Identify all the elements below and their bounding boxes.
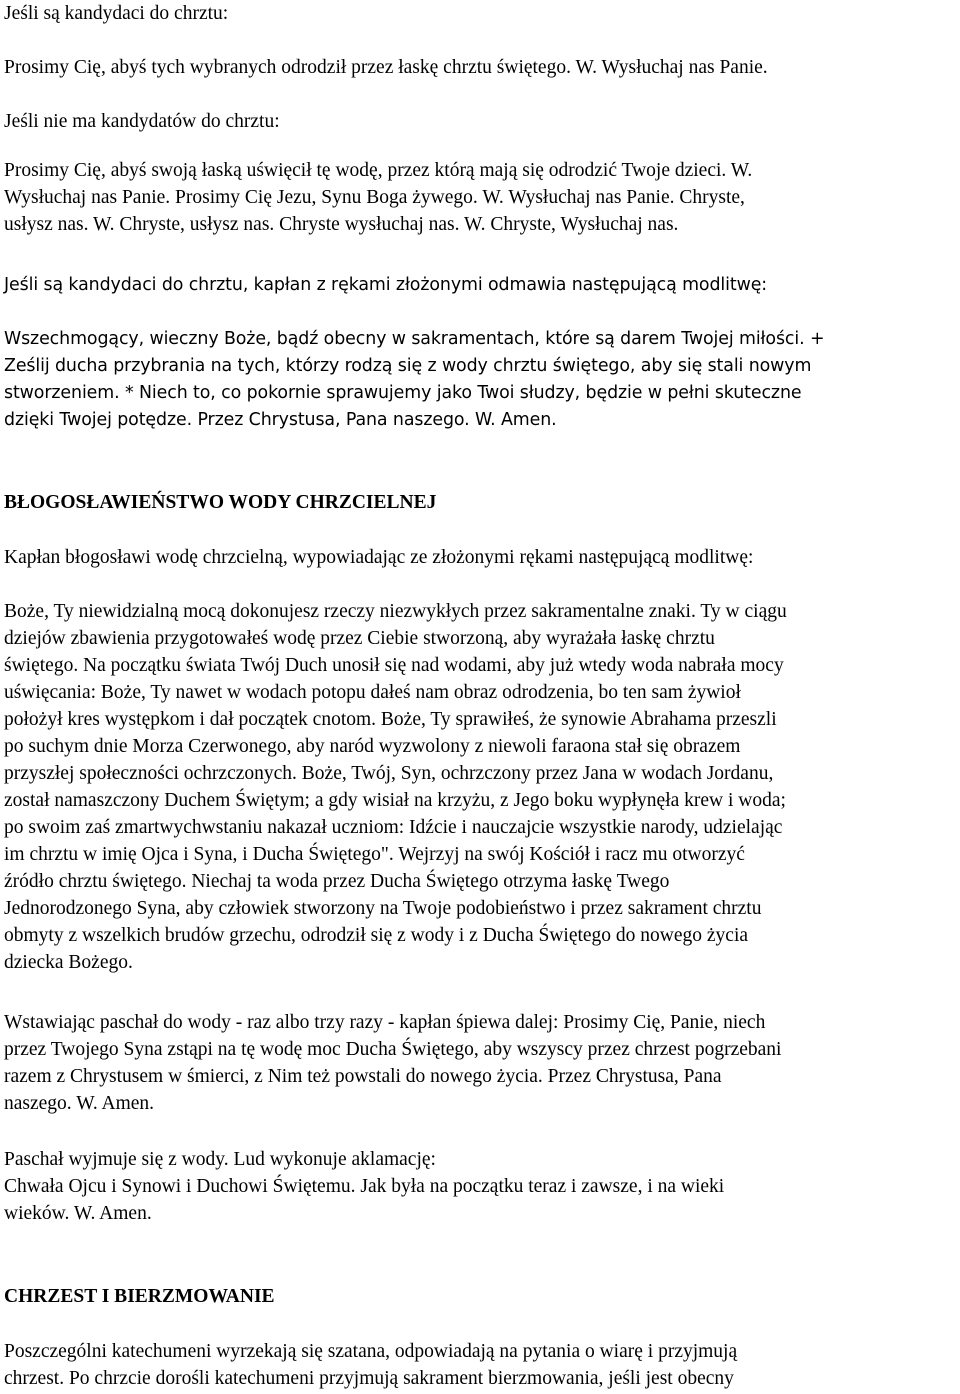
text-line: Jeśli są kandydaci do chrztu:	[4, 3, 229, 24]
text-line: dziecka Bożego.	[4, 952, 133, 973]
text-line: usłysz nas. W. Chryste, usłysz nas. Chryste wysłuchaj nas. W. Chryste, Wysłuchaj nas.	[4, 214, 679, 235]
section-heading-baptism-confirmation	[4, 1283, 960, 1310]
text-line: stworzeniem. * Niech to, co pokornie sprawujemy jako Twoi słudzy, będzie w pełni skuteczne	[4, 383, 802, 403]
text-line: Kapłan błogosławi wodę chrzcielną, wypowiadając ze złożonymi rękami następującą modlitwę:	[4, 547, 754, 568]
text-line: razem z Chrystusem w śmierci, z Nim też powstali do nowego życia. Przez Chrystusa, Pana	[4, 1066, 722, 1087]
text-line: naszego. W. Amen.	[4, 1093, 155, 1114]
text-line: po suchym dnie Morza Czerwonego, aby naród wyzwolony z niewoli faraona stał się obrazem	[4, 736, 741, 757]
text-line: Prosimy Cię, abyś swoją łaską uświęcił tę wodę, przez którą mają się odrodzić Twoje dzieci. W.	[4, 160, 753, 181]
paragraph-catechumens	[4, 1338, 960, 1392]
paragraph-rubric-priest	[4, 272, 960, 299]
text-line: dzięki Twojej potędze. Przez Chrystusa, Pana naszego. W. Amen.	[4, 410, 557, 430]
text-line: Paschał wyjmuje się z wody. Lud wykonuje aklamację:	[4, 1149, 436, 1170]
text-line: Chwała Ojcu i Synowi i Duchowi Świętemu. Jak była na początku teraz i zawsze, i na wieki	[4, 1176, 725, 1197]
section-heading-blessing	[4, 489, 960, 516]
paragraph-litany	[4, 157, 960, 238]
text-line: źródło chrztu świętego. Niechaj ta woda przez Ducha Świętego otrzyma łaskę Twego	[4, 871, 670, 892]
paragraph-condition-no-candidates	[4, 108, 960, 135]
paragraph-prayer-chosen	[4, 54, 960, 81]
text-line: położył kres występkom i dał początek cnotom. Boże, Ty sprawiłeś, że synowie Abrahama przeszli	[4, 709, 777, 730]
text-line: Ześlij ducha przybrania na tych, którzy rodzą się z wody chrztu świętego, aby się stali nowym	[4, 356, 812, 376]
paragraph-condition-candidates	[4, 0, 960, 27]
text-line: Wszechmogący, wieczny Boże, bądź obecny w sakramentach, które są darem Twojej miłości. +	[4, 329, 825, 349]
text-line: Wstawiając paschał do wody - raz albo trzy razy - kapłan śpiewa dalej: Prosimy Cię, Panie, niech	[4, 1012, 766, 1033]
text-line: obmyty z wszelkich brudów grzechu, odrodził się z wody i z Ducha Świętego do nowego życia	[4, 925, 749, 946]
paragraph-blessing-prayer	[4, 598, 960, 976]
text-line: Poszczególni katechumeni wyrzekają się szatana, odpowiadają na pytania o wiarę i przyjmują	[4, 1341, 738, 1362]
text-line: przez Twojego Syna zstąpi na tę wodę moc Ducha Świętego, aby wszyscy przez chrzest pogrzebani	[4, 1039, 782, 1060]
text-line: uświęcania: Boże, Ty nawet w wodach potopu dałeś nam obraz odrodzenia, bo ten sam żywioł	[4, 682, 741, 703]
heading-text: CHRZEST I BIERZMOWANIE	[4, 1286, 275, 1307]
paragraph-prayer-almighty	[4, 326, 960, 434]
text-line: dziejów zbawienia przygotowałeś wodę przez Ciebie stworzoną, aby wyrażała łaskę chrztu	[4, 628, 715, 649]
text-line: Boże, Ty niewidzialną mocą dokonujesz rzeczy niezwykłych przez sakramentalne znaki. Ty w ciągu	[4, 601, 787, 622]
paragraph-acclamation	[4, 1146, 960, 1227]
text-line: Jeśli nie ma kandydatów do chrztu:	[4, 111, 280, 132]
text-line: Wysłuchaj nas Panie. Prosimy Cię Jezu, Synu Boga żywego. W. Wysłuchaj nas Panie. Chryste,	[4, 187, 745, 208]
text-line: Prosimy Cię, abyś tych wybranych odrodził przez łaskę chrztu świętego. W. Wysłuchaj nas Panie.	[4, 57, 768, 78]
text-line: chrzest. Po chrzcie dorośli katechumeni przyjmują sakrament bierzmowania, jeśli jest obecny	[4, 1368, 734, 1389]
heading-text: BŁOGOSŁAWIEŃSTWO WODY CHRZCIELNEJ	[4, 492, 437, 513]
text-line: Jeśli są kandydaci do chrztu, kapłan z rękami złożonymi odmawia następującą modlitwę:	[4, 275, 768, 295]
text-line: został namaszczony Duchem Świętym; a gdy wisiał na krzyżu, z Jego boku wypłynęła krew i woda;	[4, 790, 786, 811]
text-line: przyszłej społeczności ochrzczonych. Boże, Twój, Syn, ochrzczony przez Jana w wodach Jordanu,	[4, 763, 774, 784]
text-line: im chrztu w imię Ojca i Syna, i Ducha Świętego". Wejrzyj na swój Kościół i racz mu otworzyć	[4, 844, 745, 865]
paragraph-rubric-blessing	[4, 544, 960, 571]
text-line: po swoim zaś zmartwychwstaniu nakazał uczniom: Idźcie i nauczajcie wszystkie narody, udzielając	[4, 817, 783, 838]
paragraph-paschal-insert	[4, 1009, 960, 1117]
text-line: wieków. W. Amen.	[4, 1203, 152, 1224]
text-line: świętego. Na początku świata Twój Duch unosił się nad wodami, aby już wtedy woda nabrała mocy	[4, 655, 784, 676]
text-line: Jednorodzonego Syna, aby człowiek stworzony na Twoje podobieństwo i przez sakrament chrztu	[4, 898, 762, 919]
